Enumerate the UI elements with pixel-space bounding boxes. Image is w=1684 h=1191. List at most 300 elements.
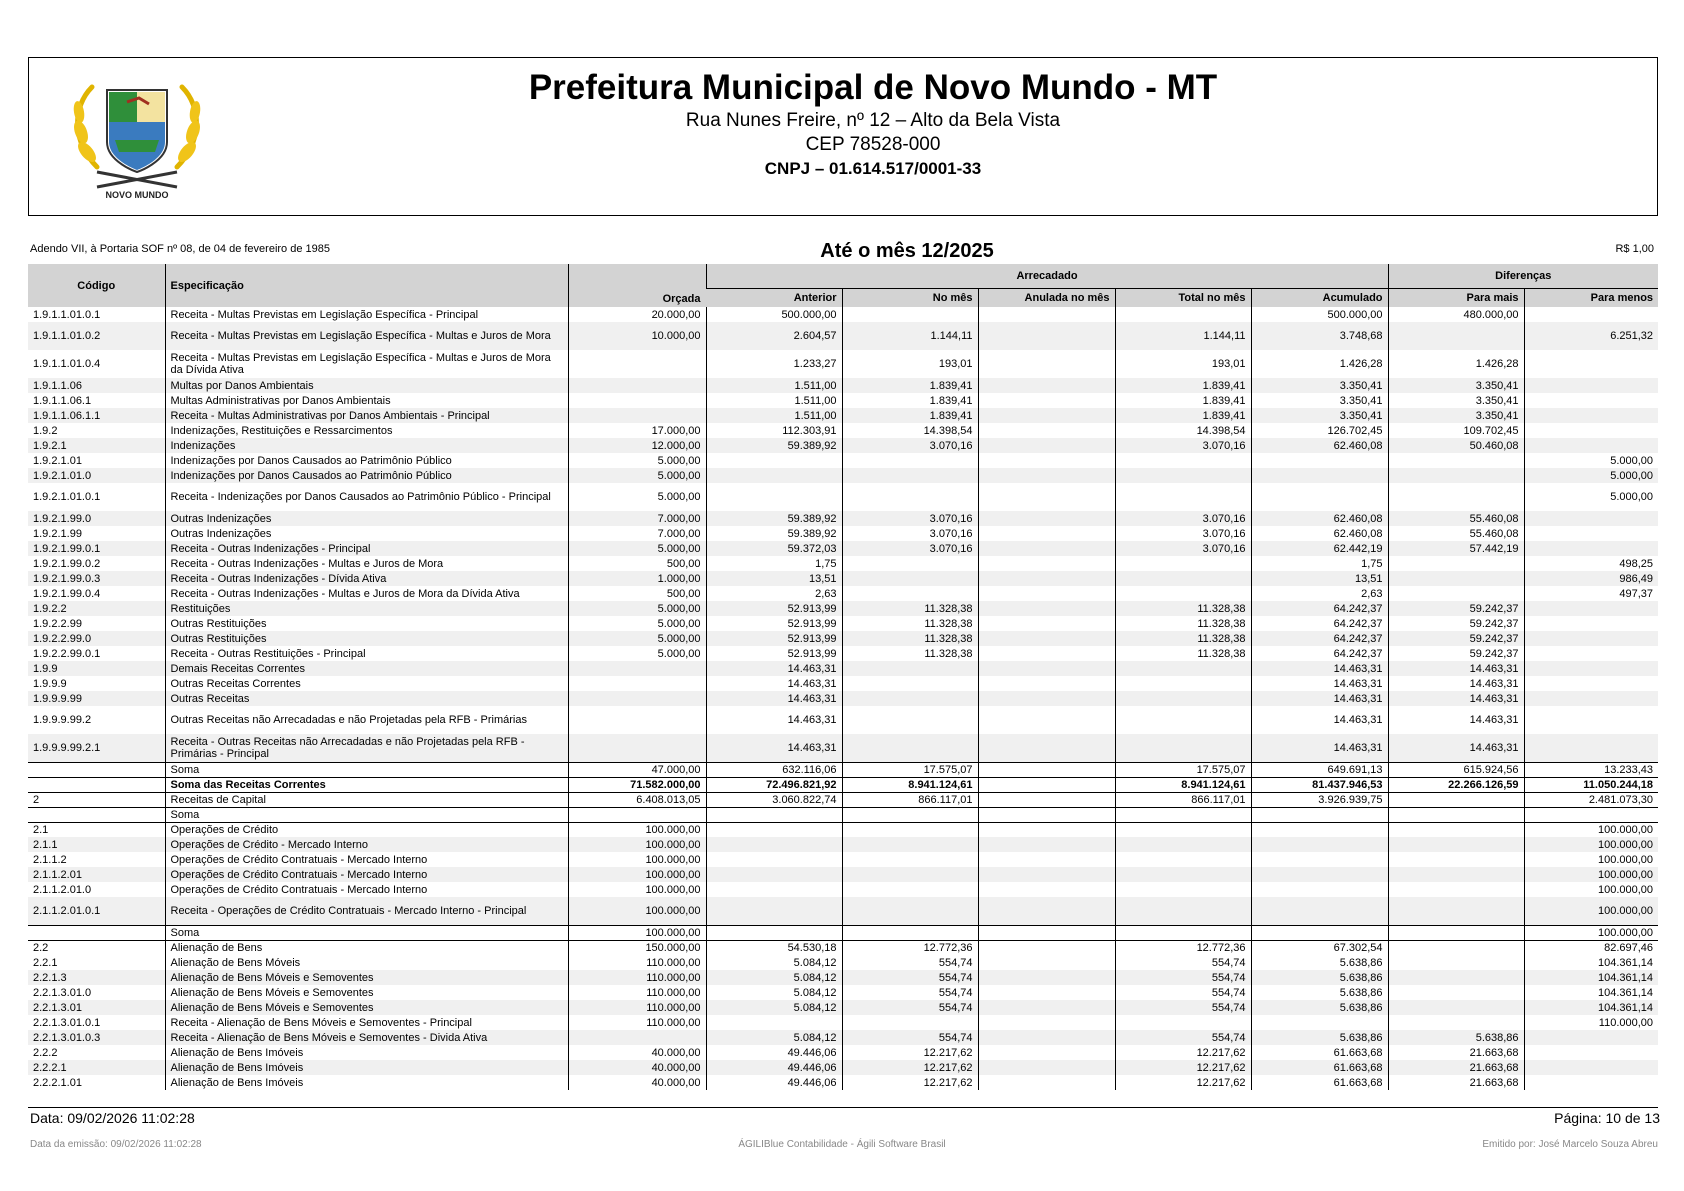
row-no-mes bbox=[842, 882, 978, 897]
row-anulada bbox=[978, 601, 1115, 616]
footer-divider bbox=[28, 1107, 1658, 1108]
row-codigo: 1.9.2.1.99.0 bbox=[28, 511, 165, 526]
row-especificacao: Soma bbox=[165, 925, 568, 940]
row-orcada bbox=[568, 706, 706, 734]
row-orcada: 5.000,00 bbox=[568, 541, 706, 556]
row-total-mes bbox=[1115, 882, 1251, 897]
row-anterior: 3.060.822,74 bbox=[706, 792, 842, 807]
row-especificacao: Indenizações por Danos Causados ao Patrimônio Público bbox=[165, 468, 568, 483]
row-orcada: 100.000,00 bbox=[568, 852, 706, 867]
row-codigo: 2.2.2 bbox=[33, 1046, 58, 1059]
row-orcada: 47.000,00 bbox=[568, 762, 706, 777]
row-especificacao: Receita - Multas Previstas em Legislação Específica - Multas e Juros de Mora bbox=[165, 322, 568, 350]
row-anulada bbox=[978, 350, 1115, 378]
row-para-mais: 57.442,19 bbox=[1388, 541, 1524, 556]
row-orcada bbox=[568, 393, 706, 408]
header-arrecadado: Arrecadado bbox=[706, 264, 1388, 288]
row-acumulado bbox=[1251, 897, 1388, 925]
row-para-menos: 497,37 bbox=[1524, 586, 1658, 601]
header-diferencas: Diferenças bbox=[1388, 264, 1658, 288]
row-anterior bbox=[706, 925, 842, 940]
table-row bbox=[28, 970, 1658, 985]
row-acumulado: 14.463,31 bbox=[1251, 676, 1388, 691]
row-para-menos bbox=[1524, 511, 1658, 526]
row-codigo: 2.2.2.1.01 bbox=[33, 1076, 82, 1089]
row-codigo: 2.2.1.3.01.0.1 bbox=[33, 1016, 101, 1029]
row-no-mes: 1.839,41 bbox=[842, 378, 978, 393]
row-para-mais bbox=[1388, 867, 1524, 882]
row-total-mes bbox=[1115, 837, 1251, 852]
row-acumulado: 64.242,37 bbox=[1251, 616, 1388, 631]
row-para-menos bbox=[1524, 423, 1658, 438]
row-para-mais: 55.460,08 bbox=[1388, 526, 1524, 541]
row-anterior: 59.389,92 bbox=[706, 526, 842, 541]
row-para-mais bbox=[1388, 1000, 1524, 1015]
table-row bbox=[28, 616, 1658, 631]
row-orcada bbox=[568, 734, 706, 762]
row-no-mes bbox=[842, 556, 978, 571]
row-anterior bbox=[706, 468, 842, 483]
row-anulada bbox=[978, 511, 1115, 526]
row-anterior: 2.604,57 bbox=[706, 322, 842, 350]
revenue-table bbox=[28, 264, 1658, 1090]
table-row bbox=[28, 453, 1658, 468]
row-acumulado: 64.242,37 bbox=[1251, 631, 1388, 646]
row-total-mes bbox=[1115, 483, 1251, 511]
row-acumulado: 1.426,28 bbox=[1251, 350, 1388, 378]
row-acumulado bbox=[1251, 807, 1388, 822]
row-acumulado: 67.302,54 bbox=[1251, 940, 1388, 955]
table-row bbox=[28, 541, 1658, 556]
row-orcada: 20.000,00 bbox=[568, 307, 706, 322]
footer-date: Data: 09/02/2026 11:02:28 bbox=[30, 1110, 195, 1126]
row-para-menos bbox=[1524, 616, 1658, 631]
row-acumulado: 62.442,19 bbox=[1251, 541, 1388, 556]
row-no-mes: 11.328,38 bbox=[842, 616, 978, 631]
row-total-mes: 14.398,54 bbox=[1115, 423, 1251, 438]
row-especificacao: Receita - Outras Receitas não Arrecadadas e não Projetadas pela RFB - Primárias - Principal bbox=[165, 734, 568, 762]
row-codigo: 2 bbox=[28, 792, 165, 807]
row-anulada bbox=[978, 526, 1115, 541]
row-acumulado: 61.663,68 bbox=[1251, 1075, 1388, 1090]
table-row bbox=[28, 1075, 1658, 1090]
row-acumulado bbox=[1251, 483, 1388, 511]
row-no-mes bbox=[842, 691, 978, 706]
row-no-mes bbox=[842, 571, 978, 586]
row-total-mes bbox=[1115, 1015, 1251, 1030]
row-orcada: 40.000,00 bbox=[568, 1060, 706, 1075]
row-anulada bbox=[978, 423, 1115, 438]
row-codigo: 1.9.2.1.99.0.3 bbox=[28, 571, 165, 586]
row-no-mes bbox=[842, 307, 978, 322]
table-row bbox=[28, 837, 1658, 852]
row-no-mes: 3.070,16 bbox=[842, 438, 978, 453]
row-para-menos: 104.361,14 bbox=[1524, 1000, 1658, 1015]
row-para-mais bbox=[1388, 556, 1524, 571]
row-acumulado: 649.691,13 bbox=[1251, 762, 1388, 777]
header-codigo: Código bbox=[28, 264, 165, 307]
row-para-mais: 21.663,68 bbox=[1388, 1075, 1524, 1090]
row-no-mes: 3.070,16 bbox=[842, 511, 978, 526]
row-orcada: 110.000,00 bbox=[568, 985, 706, 1000]
row-anulada bbox=[978, 1075, 1115, 1090]
table-row bbox=[28, 526, 1658, 541]
row-orcada: 5.000,00 bbox=[568, 601, 706, 616]
row-para-mais: 3.350,41 bbox=[1388, 378, 1524, 393]
row-para-menos bbox=[1524, 1030, 1658, 1045]
row-anulada bbox=[978, 378, 1115, 393]
row-orcada: 40.000,00 bbox=[568, 1045, 706, 1060]
row-orcada bbox=[568, 807, 706, 822]
row-codigo: 1.9.9 bbox=[28, 661, 165, 676]
row-total-mes: 11.328,38 bbox=[1115, 631, 1251, 646]
row-especificacao: Soma das Receitas Correntes bbox=[165, 777, 568, 792]
row-anulada bbox=[978, 1000, 1115, 1015]
row-acumulado: 13,51 bbox=[1251, 571, 1388, 586]
row-para-mais bbox=[1388, 483, 1524, 511]
row-anterior: 52.913,99 bbox=[706, 646, 842, 661]
row-no-mes bbox=[842, 867, 978, 882]
row-para-mais bbox=[1388, 955, 1524, 970]
row-acumulado bbox=[1251, 468, 1388, 483]
row-acumulado: 61.663,68 bbox=[1251, 1045, 1388, 1060]
row-anulada bbox=[978, 571, 1115, 586]
row-orcada: 150.000,00 bbox=[568, 940, 706, 955]
row-acumulado: 61.663,68 bbox=[1251, 1060, 1388, 1075]
row-no-mes bbox=[842, 734, 978, 762]
report-header bbox=[28, 57, 1658, 216]
table-body bbox=[28, 307, 1658, 1090]
row-especificacao: Soma bbox=[165, 807, 568, 822]
row-anulada bbox=[978, 1030, 1115, 1045]
row-total-mes: 554,74 bbox=[1115, 955, 1251, 970]
row-para-menos: 13.233,43 bbox=[1524, 762, 1658, 777]
row-especificacao: Alienação de Bens Imóveis bbox=[165, 1075, 568, 1090]
row-para-mais: 1.426,28 bbox=[1388, 350, 1524, 378]
row-especificacao: Outras Restituições bbox=[165, 616, 568, 631]
row-especificacao: Operações de Crédito - Mercado Interno bbox=[165, 837, 568, 852]
row-para-mais bbox=[1388, 985, 1524, 1000]
row-codigo: 2.2.1 bbox=[33, 956, 58, 969]
row-anulada bbox=[978, 762, 1115, 777]
row-total-mes: 1.839,41 bbox=[1115, 393, 1251, 408]
cep-line: CEP 78528-000 bbox=[805, 134, 941, 155]
row-total-mes bbox=[1115, 734, 1251, 762]
table-row bbox=[28, 822, 1658, 837]
table-row bbox=[28, 1045, 1658, 1060]
row-codigo: 2.2.2.1 bbox=[28, 1060, 165, 1075]
table-row bbox=[28, 852, 1658, 867]
table-row bbox=[28, 777, 1658, 792]
row-codigo: 1.9.2.1.01.0 bbox=[28, 468, 165, 483]
row-no-mes: 554,74 bbox=[842, 1000, 978, 1015]
row-no-mes: 193,01 bbox=[842, 350, 978, 378]
row-orcada bbox=[568, 1030, 706, 1045]
table-row bbox=[28, 925, 1658, 940]
row-para-mais: 59.242,37 bbox=[1388, 616, 1524, 631]
currency-unit: R$ 1,00 bbox=[1615, 243, 1654, 255]
row-especificacao: Receita - Outras Indenizações - Multas e Juros de Mora da Dívida Ativa bbox=[165, 586, 568, 601]
row-para-menos: 11.050.244,18 bbox=[1524, 777, 1658, 792]
row-para-menos: 5.000,00 bbox=[1524, 483, 1658, 511]
row-acumulado bbox=[1251, 1015, 1388, 1030]
row-anulada bbox=[978, 661, 1115, 676]
row-especificacao: Indenizações por Danos Causados ao Patrimônio Público bbox=[165, 453, 568, 468]
row-anulada bbox=[978, 322, 1115, 350]
row-especificacao: Alienação de Bens Imóveis bbox=[165, 1060, 568, 1075]
row-anterior: 1,75 bbox=[706, 556, 842, 571]
table-row bbox=[28, 955, 1658, 970]
row-codigo: 1.9.2.2.99.0 bbox=[28, 631, 165, 646]
table-row bbox=[28, 350, 1658, 378]
row-codigo: 2.1.1.2.01.0 bbox=[33, 883, 92, 896]
row-no-mes bbox=[842, 483, 978, 511]
row-orcada: 100.000,00 bbox=[568, 837, 706, 852]
row-anulada bbox=[978, 541, 1115, 556]
row-anterior bbox=[706, 882, 842, 897]
row-para-menos: 104.361,14 bbox=[1524, 970, 1658, 985]
row-anulada bbox=[978, 483, 1115, 511]
row-codigo: 1.9.9.9.99.2 bbox=[33, 714, 92, 726]
row-acumulado bbox=[1251, 882, 1388, 897]
row-total-mes: 193,01 bbox=[1115, 350, 1251, 378]
row-especificacao: Demais Receitas Correntes bbox=[165, 661, 568, 676]
row-especificacao: Receita - Multas Administrativas por Danos Ambientais - Principal bbox=[165, 408, 568, 423]
row-anterior: 2,63 bbox=[706, 586, 842, 601]
row-para-mais: 14.463,31 bbox=[1388, 691, 1524, 706]
row-para-mais: 21.663,68 bbox=[1388, 1045, 1524, 1060]
table-row bbox=[28, 734, 1658, 762]
row-codigo bbox=[28, 777, 165, 792]
table-row bbox=[28, 1000, 1658, 1015]
row-para-mais: 480.000,00 bbox=[1388, 307, 1524, 322]
row-especificacao: Alienação de Bens Móveis e Semoventes bbox=[165, 970, 568, 985]
row-total-mes bbox=[1115, 307, 1251, 322]
row-anterior: 500.000,00 bbox=[706, 307, 842, 322]
row-especificacao: Indenizações, Restituições e Ressarcimentos bbox=[165, 423, 568, 438]
row-para-menos: 100.000,00 bbox=[1524, 925, 1658, 940]
row-total-mes: 3.070,16 bbox=[1115, 541, 1251, 556]
row-total-mes: 1.839,41 bbox=[1115, 408, 1251, 423]
row-acumulado: 62.460,08 bbox=[1251, 511, 1388, 526]
row-para-mais bbox=[1388, 882, 1524, 897]
row-acumulado bbox=[1251, 453, 1388, 468]
row-codigo: 2.2.1.3 bbox=[28, 970, 165, 985]
row-especificacao: Outras Receitas não Arrecadadas e não Projetadas pela RFB - Primárias bbox=[165, 706, 568, 734]
row-acumulado: 3.350,41 bbox=[1251, 378, 1388, 393]
row-para-mais: 3.350,41 bbox=[1388, 393, 1524, 408]
row-anulada bbox=[978, 438, 1115, 453]
row-no-mes: 554,74 bbox=[842, 985, 978, 1000]
row-anulada bbox=[978, 807, 1115, 822]
table-row bbox=[28, 661, 1658, 676]
row-especificacao: Receita - Multas Previstas em Legislação Específica - Multas e Juros de Mora da Dívida Ativa bbox=[165, 350, 568, 378]
row-especificacao: Alienação de Bens bbox=[165, 940, 568, 955]
row-para-mais bbox=[1388, 925, 1524, 940]
row-no-mes: 14.398,54 bbox=[842, 423, 978, 438]
row-anulada bbox=[978, 646, 1115, 661]
row-para-menos: 100.000,00 bbox=[1524, 852, 1658, 867]
row-no-mes bbox=[842, 852, 978, 867]
row-anterior: 112.303,91 bbox=[706, 423, 842, 438]
row-anulada bbox=[978, 955, 1115, 970]
row-para-menos bbox=[1524, 646, 1658, 661]
row-anulada bbox=[978, 691, 1115, 706]
row-acumulado: 14.463,31 bbox=[1251, 706, 1388, 734]
row-total-mes: 12.772,36 bbox=[1115, 940, 1251, 955]
row-especificacao: Alienação de Bens Móveis e Semoventes bbox=[165, 1000, 568, 1015]
row-no-mes: 3.070,16 bbox=[842, 526, 978, 541]
row-no-mes: 12.217,62 bbox=[842, 1045, 978, 1060]
row-total-mes bbox=[1115, 925, 1251, 940]
row-anulada bbox=[978, 616, 1115, 631]
row-total-mes: 8.941.124,61 bbox=[1115, 777, 1251, 792]
table-row bbox=[28, 792, 1658, 807]
table-row bbox=[28, 1015, 1658, 1030]
row-codigo: 1.9.2.1.01 bbox=[33, 454, 82, 467]
row-total-mes bbox=[1115, 453, 1251, 468]
row-anulada bbox=[978, 985, 1115, 1000]
row-codigo: 1.9.2.1 bbox=[28, 438, 165, 453]
table-row bbox=[28, 601, 1658, 616]
row-total-mes: 3.070,16 bbox=[1115, 511, 1251, 526]
row-para-mais: 14.463,31 bbox=[1388, 706, 1524, 734]
row-acumulado: 64.242,37 bbox=[1251, 601, 1388, 616]
row-especificacao: Operações de Crédito Contratuais - Mercado Interno bbox=[165, 852, 568, 867]
table-row bbox=[28, 985, 1658, 1000]
row-total-mes: 1.839,41 bbox=[1115, 378, 1251, 393]
row-orcada: 100.000,00 bbox=[568, 867, 706, 882]
row-total-mes: 554,74 bbox=[1115, 985, 1251, 1000]
row-total-mes bbox=[1115, 661, 1251, 676]
table-row bbox=[28, 393, 1658, 408]
row-total-mes bbox=[1115, 897, 1251, 925]
row-codigo: 2.2.1.3.01.0 bbox=[33, 986, 92, 999]
row-para-mais: 3.350,41 bbox=[1388, 408, 1524, 423]
row-acumulado: 1,75 bbox=[1251, 556, 1388, 571]
table-row bbox=[28, 307, 1658, 322]
row-anterior: 14.463,31 bbox=[706, 691, 842, 706]
row-no-mes: 554,74 bbox=[842, 970, 978, 985]
row-anterior bbox=[706, 837, 842, 852]
row-anulada bbox=[978, 676, 1115, 691]
period-title: Até o mês 12/2025 bbox=[820, 240, 994, 262]
row-total-mes: 3.070,16 bbox=[1115, 438, 1251, 453]
header-no-mes: No mês bbox=[842, 288, 978, 307]
row-acumulado: 14.463,31 bbox=[1251, 691, 1388, 706]
header-total-mes: Total no mês bbox=[1115, 288, 1251, 307]
row-codigo: 1.9.2.1.99.0.1 bbox=[28, 541, 165, 556]
cnpj-line: CNPJ – 01.614.517/0001-33 bbox=[764, 159, 982, 178]
row-para-menos bbox=[1524, 1075, 1658, 1090]
row-acumulado: 14.463,31 bbox=[1251, 734, 1388, 762]
row-para-mais: 55.460,08 bbox=[1388, 511, 1524, 526]
row-para-mais: 59.242,37 bbox=[1388, 646, 1524, 661]
row-acumulado bbox=[1251, 925, 1388, 940]
row-anulada bbox=[978, 897, 1115, 925]
row-orcada: 110.000,00 bbox=[568, 970, 706, 985]
row-total-mes: 1.144,11 bbox=[1115, 322, 1251, 350]
row-codigo: 1.9.9.9.99.2.1 bbox=[28, 734, 165, 762]
row-orcada bbox=[568, 691, 706, 706]
row-total-mes: 554,74 bbox=[1115, 970, 1251, 985]
row-para-mais bbox=[1388, 970, 1524, 985]
row-especificacao: Outras Receitas Correntes bbox=[165, 676, 568, 691]
row-especificacao: Operações de Crédito Contratuais - Mercado Interno bbox=[165, 882, 568, 897]
table-row bbox=[28, 586, 1658, 601]
row-para-mais: 59.242,37 bbox=[1388, 601, 1524, 616]
table-row bbox=[28, 423, 1658, 438]
row-para-mais bbox=[1388, 586, 1524, 601]
row-para-mais: 14.463,31 bbox=[1388, 676, 1524, 691]
row-total-mes: 3.070,16 bbox=[1115, 526, 1251, 541]
row-total-mes: 554,74 bbox=[1115, 1030, 1251, 1045]
row-orcada: 5.000,00 bbox=[568, 616, 706, 631]
row-no-mes: 11.328,38 bbox=[842, 601, 978, 616]
row-total-mes bbox=[1115, 822, 1251, 837]
row-orcada: 17.000,00 bbox=[568, 423, 706, 438]
header-anterior: Anterior bbox=[706, 288, 842, 307]
row-total-mes: 12.217,62 bbox=[1115, 1060, 1251, 1075]
row-no-mes: 554,74 bbox=[842, 1030, 978, 1045]
row-para-mais bbox=[1388, 837, 1524, 852]
row-anulada bbox=[978, 734, 1115, 762]
row-anulada bbox=[978, 453, 1115, 468]
row-anterior bbox=[706, 453, 842, 468]
row-para-menos: 100.000,00 bbox=[1524, 822, 1658, 837]
row-acumulado bbox=[1251, 867, 1388, 882]
header-orcada: Orçada bbox=[568, 264, 706, 307]
row-para-mais: 615.924,56 bbox=[1388, 762, 1524, 777]
row-para-mais bbox=[1388, 807, 1524, 822]
row-codigo bbox=[28, 762, 165, 777]
row-codigo: 2.1.1.2.01.0.1 bbox=[28, 897, 165, 925]
page-title: Prefeitura Municipal de Novo Mundo - MT bbox=[528, 68, 1218, 107]
row-anterior: 632.116,06 bbox=[706, 762, 842, 777]
row-anterior bbox=[706, 867, 842, 882]
row-para-mais: 22.266.126,59 bbox=[1388, 777, 1524, 792]
row-para-mais: 14.463,31 bbox=[1388, 734, 1524, 762]
table-row bbox=[28, 483, 1658, 511]
row-no-mes: 3.070,16 bbox=[842, 541, 978, 556]
row-anulada bbox=[978, 307, 1115, 322]
row-codigo: 2.1.1 bbox=[28, 837, 165, 852]
row-acumulado: 3.748,68 bbox=[1251, 322, 1388, 350]
row-anterior: 49.446,06 bbox=[706, 1075, 842, 1090]
software-credit: ÁGILIBlue Contabilidade - Ágili Software Brasil bbox=[738, 1139, 946, 1150]
row-para-mais: 50.460,08 bbox=[1388, 438, 1524, 453]
header-para-mais: Para mais bbox=[1388, 288, 1524, 307]
row-orcada: 10.000,00 bbox=[568, 322, 706, 350]
row-codigo: 1.9.1.1.01.0.1 bbox=[33, 308, 101, 321]
row-no-mes bbox=[842, 661, 978, 676]
row-especificacao: Outras Indenizações bbox=[165, 511, 568, 526]
table-row bbox=[28, 408, 1658, 423]
row-para-menos: 100.000,00 bbox=[1524, 837, 1658, 852]
row-anterior: 59.389,92 bbox=[706, 438, 842, 453]
row-codigo: 1.9.2.2 bbox=[28, 601, 165, 616]
row-codigo: 2.2.1.3.01.0.3 bbox=[28, 1030, 165, 1045]
row-anterior: 14.463,31 bbox=[706, 661, 842, 676]
row-orcada: 40.000,00 bbox=[568, 1075, 706, 1090]
row-especificacao: Receita - Alienação de Bens Móveis e Semoventes - Principal bbox=[165, 1015, 568, 1030]
row-total-mes: 554,74 bbox=[1115, 1000, 1251, 1015]
row-para-menos: 100.000,00 bbox=[1524, 897, 1658, 925]
row-para-menos: 498,25 bbox=[1524, 556, 1658, 571]
row-codigo: 1.9.9.9.99 bbox=[28, 691, 165, 706]
row-especificacao: Operações de Crédito bbox=[165, 822, 568, 837]
row-codigo: 1.9.2 bbox=[33, 424, 58, 437]
